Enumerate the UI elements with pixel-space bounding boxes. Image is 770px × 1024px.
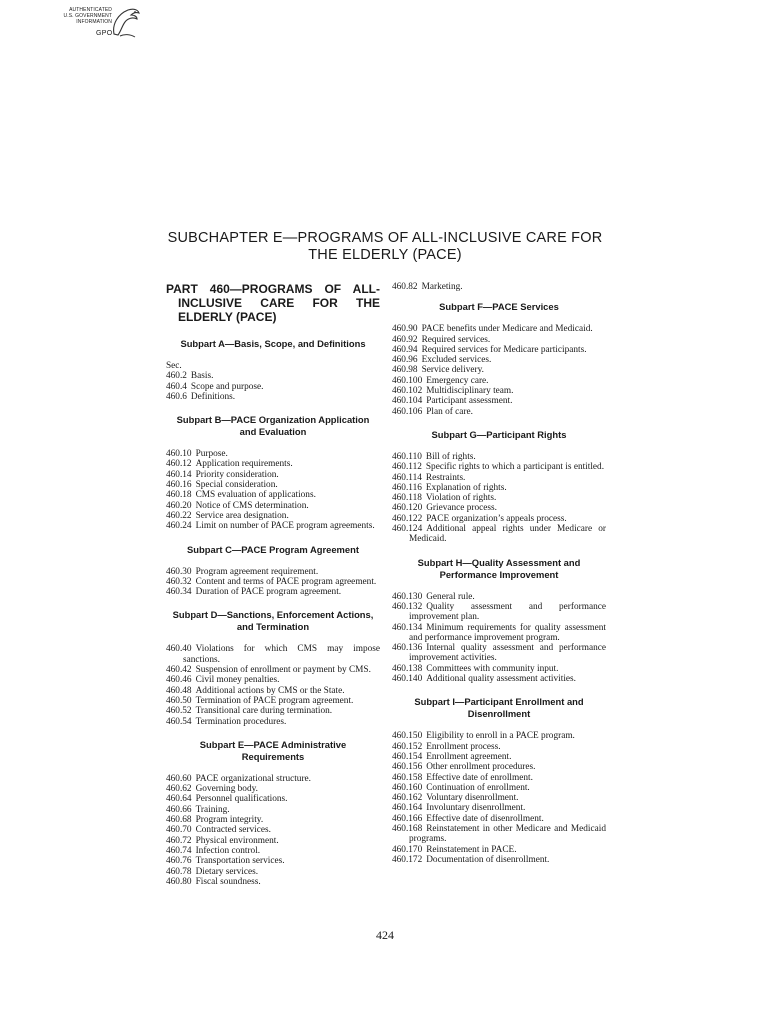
section-heading: Quality assessment and performance improvement plan. bbox=[409, 601, 606, 623]
section-heading: Required services. bbox=[421, 334, 491, 345]
section-heading: Effective date of disenrollment. bbox=[426, 813, 544, 824]
subpart-i-list bbox=[392, 731, 606, 865]
section-entry bbox=[392, 731, 606, 741]
section-number: 460.114 bbox=[392, 472, 422, 483]
section-number: 460.98 bbox=[392, 365, 418, 376]
section-number: 460.152 bbox=[392, 741, 423, 752]
section-entry bbox=[166, 856, 380, 866]
left-column bbox=[166, 282, 380, 899]
section-entry bbox=[392, 762, 606, 772]
section-heading: Infection control. bbox=[195, 845, 261, 856]
section-entry bbox=[392, 814, 606, 824]
subpart-f-title: Subpart F—PACE Services bbox=[439, 301, 559, 313]
section-number: 460.48 bbox=[166, 685, 192, 696]
section-number: 460.170 bbox=[392, 844, 423, 855]
section-heading: Enrollment process. bbox=[426, 741, 501, 752]
section-number: 460.116 bbox=[392, 482, 422, 493]
section-number: 460.16 bbox=[166, 480, 192, 491]
section-heading: Effective date of enrollment. bbox=[426, 772, 533, 783]
section-heading: Explanation of rights. bbox=[425, 482, 507, 493]
section-number: 460.24 bbox=[166, 521, 192, 532]
subpart-d-title: Subpart D—Sanctions, Enforcement Actions, and Termination bbox=[172, 609, 374, 633]
section-entry bbox=[392, 386, 606, 396]
section-number: 460.90 bbox=[392, 324, 418, 335]
section-heading: Fiscal soundness. bbox=[195, 876, 261, 887]
section-heading: Additional appeal rights under Medicare or Medicaid. bbox=[409, 524, 606, 545]
section-number: 460.94 bbox=[392, 344, 418, 355]
section-entry bbox=[166, 371, 380, 381]
section-heading: Contracted services. bbox=[195, 825, 271, 836]
section-heading: Personnel qualifications. bbox=[195, 794, 288, 805]
section-heading: Limit on number of PACE program agreements. bbox=[195, 521, 375, 532]
section-heading: Reinstatement in PACE. bbox=[426, 844, 517, 855]
section-entry bbox=[166, 696, 380, 706]
section-heading: Restraints. bbox=[425, 472, 466, 483]
section-number: 460.154 bbox=[392, 751, 423, 762]
section-heading: Marketing. bbox=[421, 282, 463, 292]
section-entry bbox=[392, 742, 606, 752]
section-heading: Service delivery. bbox=[421, 365, 484, 376]
gpo-authentication-seal bbox=[58, 4, 142, 44]
section-entry bbox=[166, 717, 380, 727]
section-heading: Additional actions by CMS or the State. bbox=[195, 685, 345, 696]
section-number: 460.150 bbox=[392, 731, 423, 742]
section-number: 460.54 bbox=[166, 716, 192, 727]
section-entry bbox=[166, 836, 380, 846]
section-entry bbox=[392, 473, 606, 483]
section-heading: Training. bbox=[195, 804, 230, 815]
section-entry bbox=[166, 470, 380, 480]
seal-text bbox=[58, 7, 112, 25]
section-number: 460.162 bbox=[392, 793, 423, 804]
section-entry bbox=[392, 483, 606, 493]
section-number: 460.168 bbox=[392, 823, 423, 834]
section-number: 460.140 bbox=[392, 674, 423, 685]
section-number: 460.120 bbox=[392, 503, 423, 514]
section-number: 460.112 bbox=[392, 462, 422, 473]
section-number: 460.72 bbox=[166, 835, 192, 846]
section-number: 460.172 bbox=[392, 854, 423, 865]
section-entry bbox=[166, 846, 380, 856]
section-number: 460.80 bbox=[166, 876, 192, 887]
section-number: 460.132 bbox=[392, 601, 423, 612]
section-entry bbox=[166, 877, 380, 887]
subpart-h-list bbox=[392, 592, 606, 685]
section-heading: Participant assessment. bbox=[426, 396, 513, 407]
section-number: 460.156 bbox=[392, 762, 423, 773]
section-entry bbox=[392, 752, 606, 762]
section-heading: Termination procedures. bbox=[195, 716, 287, 727]
section-entry bbox=[166, 501, 380, 511]
subpart-d-list bbox=[166, 644, 380, 726]
section-number: 460.74 bbox=[166, 845, 192, 856]
section-number: 460.68 bbox=[166, 815, 192, 826]
section-entry bbox=[166, 644, 380, 665]
section-entry bbox=[392, 773, 606, 783]
section-number: 460.96 bbox=[392, 355, 418, 366]
section-entry bbox=[392, 345, 606, 355]
right-column bbox=[392, 282, 606, 877]
subpart-g-title: Subpart G—Participant Rights bbox=[431, 428, 567, 440]
section-number: 460.42 bbox=[166, 665, 192, 676]
sec-label: Sec. bbox=[166, 361, 182, 371]
section-entry bbox=[166, 459, 380, 469]
section-entry bbox=[392, 845, 606, 855]
section-number: 460.100 bbox=[392, 375, 423, 386]
section-heading: Special consideration. bbox=[195, 480, 278, 491]
subpart-i-title: Subpart I—Participant Enrollment and Disenrollment bbox=[414, 696, 584, 720]
section-heading: Bill of rights. bbox=[425, 451, 476, 462]
section-number: 460.50 bbox=[166, 695, 192, 706]
section-entry bbox=[392, 452, 606, 462]
section-heading: Definitions. bbox=[190, 391, 236, 402]
section-entry bbox=[392, 793, 606, 803]
section-heading: Application requirements. bbox=[195, 459, 293, 470]
section-number: 460.102 bbox=[392, 386, 423, 397]
section-heading: Transitional care during termination. bbox=[195, 706, 333, 717]
section-number: 460.164 bbox=[392, 803, 423, 814]
section-entry bbox=[392, 335, 606, 345]
section-number: 460.134 bbox=[392, 622, 423, 633]
section-entry bbox=[166, 490, 380, 500]
section-heading: Scope and purpose. bbox=[190, 381, 264, 392]
section-entry bbox=[166, 577, 380, 587]
section-heading: Enrollment agreement. bbox=[426, 751, 512, 762]
section-heading: Additional quality assessment activities. bbox=[426, 674, 576, 685]
section-entry bbox=[392, 462, 606, 472]
subpart-a-list bbox=[166, 361, 380, 402]
section-heading: Required services for Medicare participants. bbox=[421, 344, 587, 355]
section-entry bbox=[392, 282, 606, 292]
section-heading: Violation of rights. bbox=[425, 493, 497, 504]
section-number: 460.82 bbox=[392, 282, 418, 292]
section-heading: General rule. bbox=[426, 591, 475, 602]
section-number: 460.70 bbox=[166, 825, 192, 836]
section-number: 460.78 bbox=[166, 866, 192, 877]
section-entry bbox=[392, 674, 606, 684]
section-entry bbox=[392, 376, 606, 386]
subpart-c-title: Subpart C—PACE Program Agreement bbox=[187, 543, 359, 555]
section-heading: Suspension of enrollment or payment by CMS. bbox=[195, 665, 371, 676]
section-entry bbox=[166, 449, 380, 459]
section-entry bbox=[166, 686, 380, 696]
section-heading: Basis. bbox=[190, 371, 214, 382]
section-entry bbox=[392, 623, 606, 644]
section-entry bbox=[166, 706, 380, 716]
section-entry bbox=[166, 825, 380, 835]
section-heading: Purpose. bbox=[195, 449, 228, 460]
section-number: 460.124 bbox=[392, 524, 423, 535]
section-number: 460.122 bbox=[392, 513, 423, 524]
section-number: 460.166 bbox=[392, 813, 423, 824]
section-number: 460.92 bbox=[392, 334, 418, 345]
section-heading: Minimum requirements for quality assessment and performance improvement program. bbox=[409, 622, 606, 643]
section-number: 460.14 bbox=[166, 469, 192, 480]
section-entry bbox=[392, 493, 606, 503]
seal-gpo-label: GPO bbox=[96, 30, 113, 37]
section-entry bbox=[392, 365, 606, 375]
section-heading: PACE benefits under Medicare and Medicaid. bbox=[421, 324, 593, 335]
subpart-a-title: Subpart A—Basis, Scope, and Definitions bbox=[180, 338, 366, 349]
section-heading: Eligibility to enroll in a PACE program. bbox=[426, 731, 575, 742]
page-number: 424 bbox=[376, 928, 394, 942]
section-heading: Governing body. bbox=[195, 784, 258, 795]
section-entry bbox=[166, 784, 380, 794]
section-entry bbox=[166, 794, 380, 804]
seal-line-2: U.S. GOVERNMENT bbox=[63, 13, 112, 19]
section-number: 460.136 bbox=[392, 643, 423, 654]
section-number: 460.4 bbox=[166, 381, 187, 392]
section-heading: Continuation of enrollment. bbox=[426, 782, 530, 793]
section-heading: Excluded services. bbox=[421, 355, 492, 366]
section-number: 460.158 bbox=[392, 772, 423, 783]
section-heading: Termination of PACE program agreement. bbox=[195, 695, 354, 706]
section-entry bbox=[392, 514, 606, 524]
section-heading: Specific rights to which a participant is entitled. bbox=[425, 462, 605, 473]
subpart-g-list bbox=[392, 452, 606, 545]
section-entry bbox=[392, 396, 606, 406]
section-heading: Duration of PACE program agreement. bbox=[195, 587, 342, 598]
section-heading: Committees with community input. bbox=[426, 663, 559, 674]
section-entry bbox=[166, 665, 380, 675]
section-number: 460.118 bbox=[392, 493, 422, 504]
section-number: 460.40 bbox=[166, 644, 192, 655]
section-number: 460.34 bbox=[166, 587, 192, 598]
section-entry bbox=[392, 324, 606, 334]
subpart-h-title: Subpart H—Quality Assessment and Performance Improvement bbox=[417, 556, 581, 580]
section-number: 460.6 bbox=[166, 391, 187, 402]
section-number: 460.66 bbox=[166, 804, 192, 815]
section-heading: Involuntary disenrollment. bbox=[426, 803, 526, 814]
section-heading: Physical environment. bbox=[195, 835, 279, 846]
section-entry bbox=[392, 803, 606, 813]
subpart-c-list bbox=[166, 567, 380, 598]
section-entry bbox=[166, 511, 380, 521]
section-number: 460.18 bbox=[166, 490, 192, 501]
section-heading: Grievance process. bbox=[426, 503, 497, 514]
subpart-f-list bbox=[392, 324, 606, 417]
section-heading: Other enrollment procedures. bbox=[426, 762, 536, 773]
section-heading: Civil money penalties. bbox=[195, 675, 280, 686]
section-number: 460.64 bbox=[166, 794, 192, 805]
seal-line-1: AUTHENTICATED bbox=[69, 7, 112, 13]
section-heading: Plan of care. bbox=[426, 406, 473, 417]
section-entry bbox=[166, 392, 380, 402]
part-title: PART 460—PROGRAMS OF ALL-INCLUSIVE CARE FOR THE ELDERLY (PACE) bbox=[166, 282, 380, 324]
section-entry bbox=[166, 675, 380, 685]
section-number: 460.46 bbox=[166, 675, 192, 686]
section-entry bbox=[166, 805, 380, 815]
section-entry bbox=[392, 592, 606, 602]
section-entry bbox=[392, 355, 606, 365]
seal-line-3: INFORMATION bbox=[76, 19, 112, 25]
section-entry bbox=[166, 867, 380, 877]
section-entry bbox=[166, 587, 380, 597]
section-heading: Violations for which CMS may impose sanctions. bbox=[183, 644, 380, 665]
section-number: 460.104 bbox=[392, 396, 423, 407]
section-entry bbox=[392, 664, 606, 674]
section-heading: Voluntary disenrollment. bbox=[426, 793, 519, 804]
section-entry bbox=[392, 824, 606, 845]
section-number: 460.106 bbox=[392, 406, 423, 417]
section-heading: Dietary services. bbox=[195, 866, 259, 877]
section-entry bbox=[392, 524, 606, 545]
section-heading: Documentation of disenrollment. bbox=[426, 854, 550, 865]
section-heading: Reinstatement in other Medicare and Medicaid programs. bbox=[409, 823, 606, 845]
section-number: 460.130 bbox=[392, 591, 423, 602]
section-number: 460.52 bbox=[166, 706, 192, 717]
subchapter-title: SUBCHAPTER E—PROGRAMS OF ALL-INCLUSIVE CARE FOR THE ELDERLY (PACE) bbox=[167, 230, 603, 263]
subpart-e-list bbox=[166, 774, 380, 887]
section-number: 460.138 bbox=[392, 663, 423, 674]
section-number: 460.2 bbox=[166, 371, 187, 382]
section-number: 460.10 bbox=[166, 449, 192, 460]
section-entry bbox=[166, 480, 380, 490]
section-heading: Multidisciplinary team. bbox=[426, 386, 514, 397]
section-entry bbox=[166, 567, 380, 577]
section-entry bbox=[166, 521, 380, 531]
section-entry bbox=[392, 407, 606, 417]
section-heading: Content and terms of PACE program agreement. bbox=[195, 576, 377, 587]
section-heading: Service area designation. bbox=[195, 510, 289, 521]
section-entry bbox=[392, 643, 606, 664]
section-entry bbox=[392, 503, 606, 513]
section-heading: Transportation services. bbox=[195, 856, 285, 867]
section-heading: PACE organization’s appeals process. bbox=[426, 513, 567, 524]
section-heading: Program integrity. bbox=[195, 815, 264, 826]
subpart-b-list bbox=[166, 449, 380, 531]
section-entry bbox=[392, 855, 606, 865]
section-entry bbox=[166, 382, 380, 392]
section-number: 460.22 bbox=[166, 510, 192, 521]
section-number: 460.62 bbox=[166, 784, 192, 795]
section-number: 460.32 bbox=[166, 576, 192, 587]
section-number: 460.160 bbox=[392, 782, 423, 793]
subpart-e-continued-list bbox=[392, 282, 606, 292]
section-heading: Internal quality assessment and performance improvement activities. bbox=[409, 643, 606, 664]
section-heading: PACE organizational structure. bbox=[195, 773, 311, 784]
section-number: 460.76 bbox=[166, 856, 192, 867]
section-heading: CMS evaluation of applications. bbox=[195, 490, 316, 501]
section-heading: Priority consideration. bbox=[195, 469, 279, 480]
subpart-e-title: Subpart E—PACE Administrative Requirements bbox=[199, 738, 347, 762]
section-number: 460.12 bbox=[166, 459, 192, 470]
section-number: 460.20 bbox=[166, 500, 192, 511]
eagle-icon bbox=[108, 4, 142, 44]
section-heading: Notice of CMS determination. bbox=[195, 500, 309, 511]
section-number: 460.110 bbox=[392, 451, 422, 462]
section-heading: Emergency care. bbox=[426, 375, 489, 386]
subpart-b-title: Subpart B—PACE Organization Application and Evaluation bbox=[176, 414, 370, 438]
section-number: 460.60 bbox=[166, 773, 192, 784]
section-entry bbox=[166, 774, 380, 784]
section-entry bbox=[392, 602, 606, 623]
section-entry bbox=[392, 783, 606, 793]
section-entry bbox=[166, 815, 380, 825]
section-number: 460.30 bbox=[166, 566, 192, 577]
section-heading: Program agreement requirement. bbox=[195, 566, 319, 577]
